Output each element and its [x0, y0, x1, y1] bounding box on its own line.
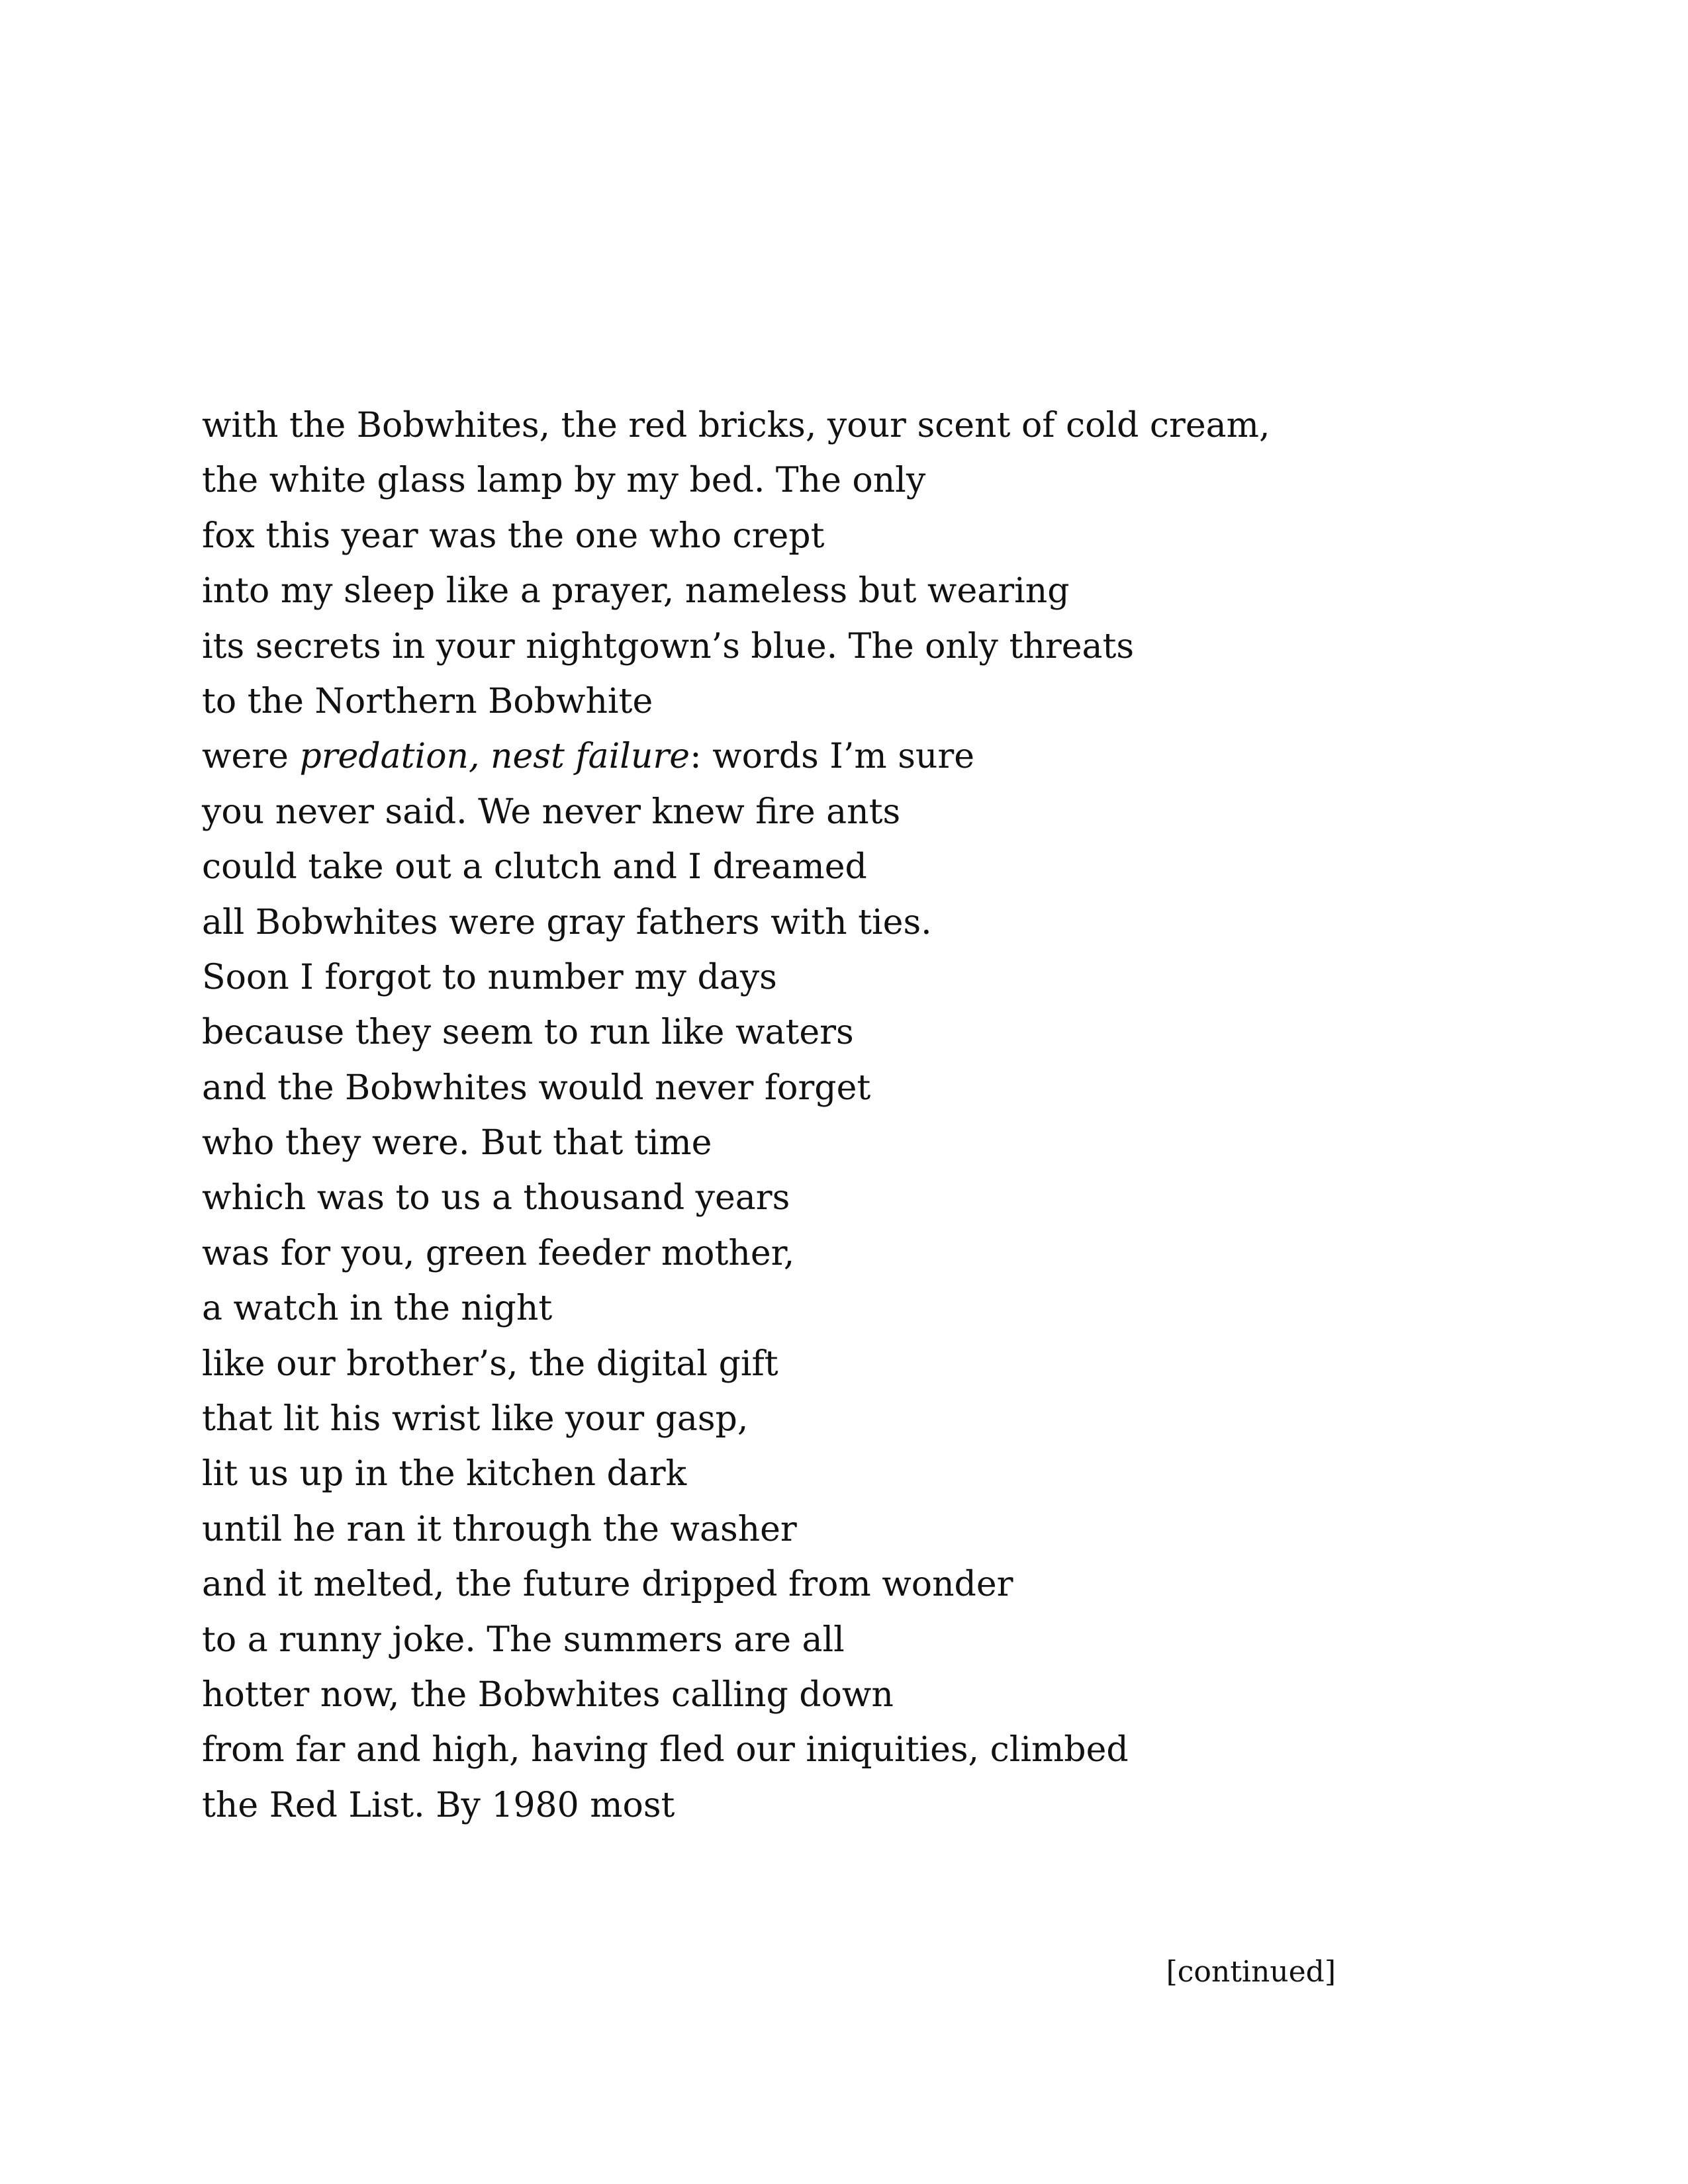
- poem-line-italic-segment: predation, nest failure: [299, 737, 690, 777]
- poem-line: because they seem to run like waters: [202, 1013, 854, 1053]
- poem-line: the white glass lamp by my bed. The only: [202, 461, 926, 501]
- poem-line: until he ran it through the washer: [202, 1509, 797, 1549]
- poem-line: all Bobwhites were gray fathers with ties.: [202, 902, 932, 942]
- poem-line: to a runny joke. The summers are all: [202, 1619, 845, 1660]
- continued-marker: [continued]: [1166, 1955, 1336, 1989]
- poem-line: hotter now, the Bobwhites calling down: [202, 1674, 894, 1715]
- poem-line: to the Northern Bobwhite: [202, 681, 653, 721]
- poem-line: could take out a clutch and I dreamed: [202, 847, 867, 887]
- poem-line: who they were. But that time: [202, 1123, 712, 1163]
- poem-line: that lit his wrist like your gasp,: [202, 1399, 749, 1439]
- poem-line: from far and high, having fled our iniquities, climbed: [202, 1730, 1129, 1770]
- poem-line: Soon I forgot to number my days: [202, 957, 777, 997]
- poem-line: with the Bobwhites, the red bricks, your scent of cold cream,: [202, 406, 1270, 445]
- poem-line: you never said. We never knew fire ants: [202, 792, 901, 832]
- poem-line: which was to us a thousand years: [202, 1178, 790, 1218]
- poem-line: fox this year was the one who crept: [202, 516, 825, 556]
- poem-body: [202, 398, 1460, 1833]
- poem-line: like our brother’s, the digital gift: [202, 1343, 778, 1384]
- poem-line-segment: : words I’m sure: [690, 737, 975, 777]
- poem-line: and it melted, the future dripped from wonder: [202, 1565, 1013, 1605]
- poem-line: the Red List. By 1980 most: [202, 1785, 675, 1825]
- poem-line: lit us up in the kitchen dark: [202, 1454, 687, 1494]
- poem-line-segment: were: [202, 737, 300, 777]
- poem-line: into my sleep like a prayer, nameless but wearing: [202, 571, 1070, 612]
- poem-line: and the Bobwhites would never forget: [202, 1068, 871, 1108]
- poem-line: was for you, green feeder mother,: [202, 1233, 795, 1273]
- poem-line: [202, 729, 1460, 784]
- poem-line: a watch in the night: [202, 1289, 553, 1329]
- poem-line: its secrets in your nightgown’s blue. The only threats: [202, 626, 1135, 666]
